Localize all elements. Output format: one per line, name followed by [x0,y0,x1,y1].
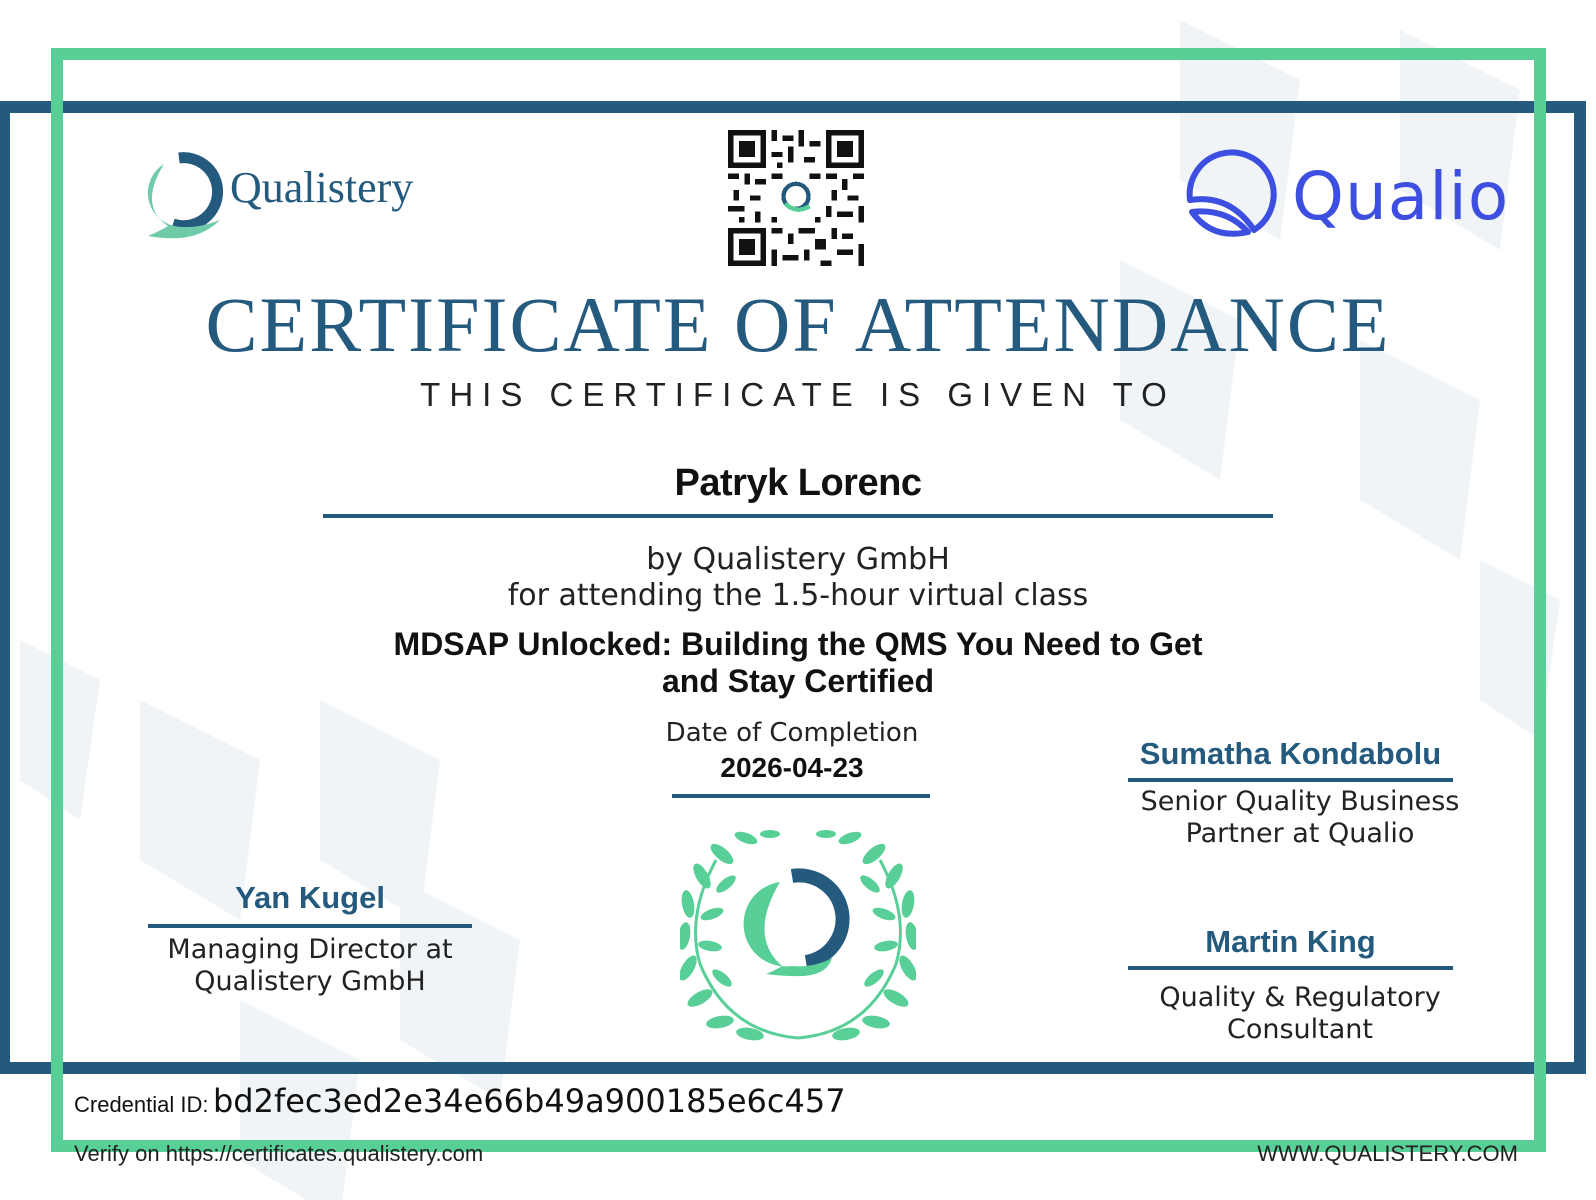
credential-label: Credential ID: [74,1092,209,1117]
signatory-role-line1: Quality & Regulatory [1159,982,1441,1013]
date-value: 2026-04-23 [720,752,864,783]
credential-value: bd2fec3ed2e34e66b49a900185e6c457 [212,1082,846,1120]
recipient-name: Patryk Lorenc [674,462,922,504]
signatory-role [130,934,490,998]
signatory-name: Sumatha Kondabolu [1139,736,1442,771]
signatory-role-line2: Qualistery GmbH [194,966,426,997]
issuer-logo-text: Qualistery [230,163,414,212]
signatory-role-line2: Consultant [1227,1014,1373,1045]
signatory-underline [148,924,472,928]
issued-by-text: by Qualistery GmbH [646,542,950,577]
date-underline [672,794,930,798]
course-title [0,626,1596,700]
signatory-role-line1: Senior Quality Business [1140,786,1460,817]
date-label: Date of Completion [665,718,919,748]
partner-logo-text: Qualio [1292,158,1510,235]
signatory-role-line2: Partner at Qualio [1185,818,1415,849]
certificate-subtitle: THIS CERTIFICATE IS GIVEN TO [420,376,1176,413]
signatory-underline [1128,778,1453,782]
course-title-line1: MDSAP Unlocked: Building the QMS You Need to Get [393,626,1203,662]
attendance-line: for attending the 1.5-hour virtual class [507,578,1089,613]
signatory-name: Yan Kugel [235,880,385,915]
signatory-role [1110,982,1490,1046]
signatory-role-line1: Managing Director at [167,934,453,965]
signatory-role [1110,786,1490,850]
signatory-underline [1128,966,1453,970]
certificate-title: CERTIFICATE OF ATTENDANCE [205,281,1391,368]
signatory-name: Martin King [1205,924,1376,959]
verify-link[interactable]: Verify on https://certificates.qualistery.com [74,1141,484,1166]
recipient-underline [323,514,1273,518]
qualistery-q-logo-icon [134,150,224,242]
credential-id [74,1082,846,1120]
laurel-wreath-seal-icon [680,828,916,1046]
website-link[interactable]: WWW.QUALISTERY.COM [1257,1141,1518,1166]
qualio-logo-icon [1182,146,1278,242]
qr-code-icon[interactable] [728,130,864,266]
course-title-line2: and Stay Certified [661,663,935,699]
